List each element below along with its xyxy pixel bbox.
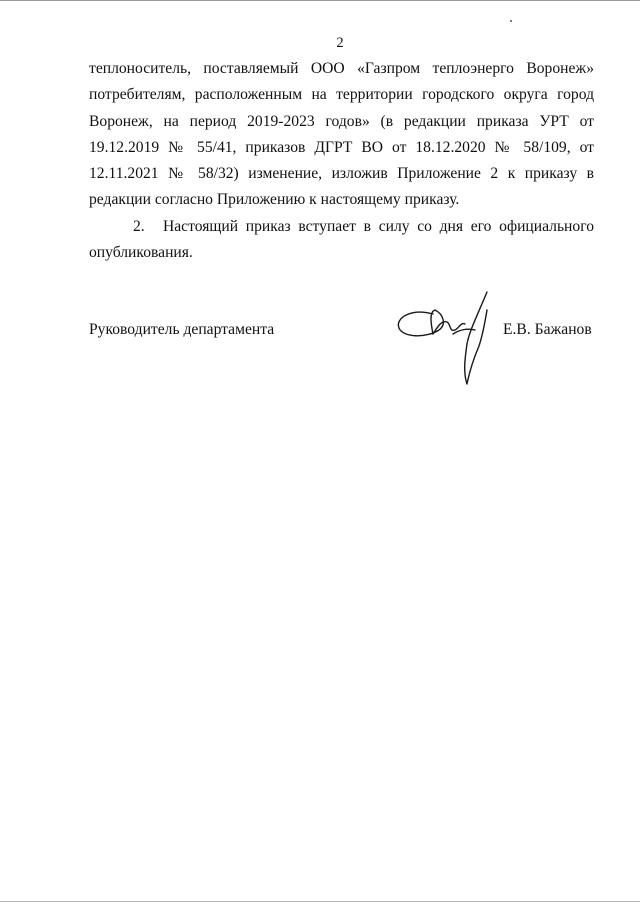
signatory-title: Руководитель департамента bbox=[89, 321, 275, 338]
signatory-name: Е.В. Бажанов bbox=[503, 321, 592, 338]
scan-top-edge bbox=[0, 0, 640, 1]
paragraph-2-text: Настоящий приказ вступает в силу со дня его официального опубликования. bbox=[89, 217, 594, 262]
paragraph-2-number: 2. bbox=[133, 217, 145, 235]
document-body bbox=[89, 56, 594, 266]
page-number: 2 bbox=[336, 35, 344, 51]
handwritten-signature bbox=[393, 288, 499, 388]
scan-speck bbox=[510, 20, 512, 22]
paragraph-2 bbox=[89, 214, 594, 267]
scan-bottom-edge bbox=[0, 901, 640, 902]
paragraph-1: теплоноситель, поставляемый ООО «Газпром теплоэнерго Воронеж» потребителям, расположенным на территории городского округа город Воронеж, на период 2019-2023 годов» (в редакции приказа УРТ от 19.12.2019 № 55/41, приказов ДГРТ ВО от 18.12.2020 № 58/109, от 12.11.2021 № 58/32) изменение, изложив Приложение 2 к приказу в редакции согласно Приложению к настоящему приказу. bbox=[89, 60, 594, 209]
